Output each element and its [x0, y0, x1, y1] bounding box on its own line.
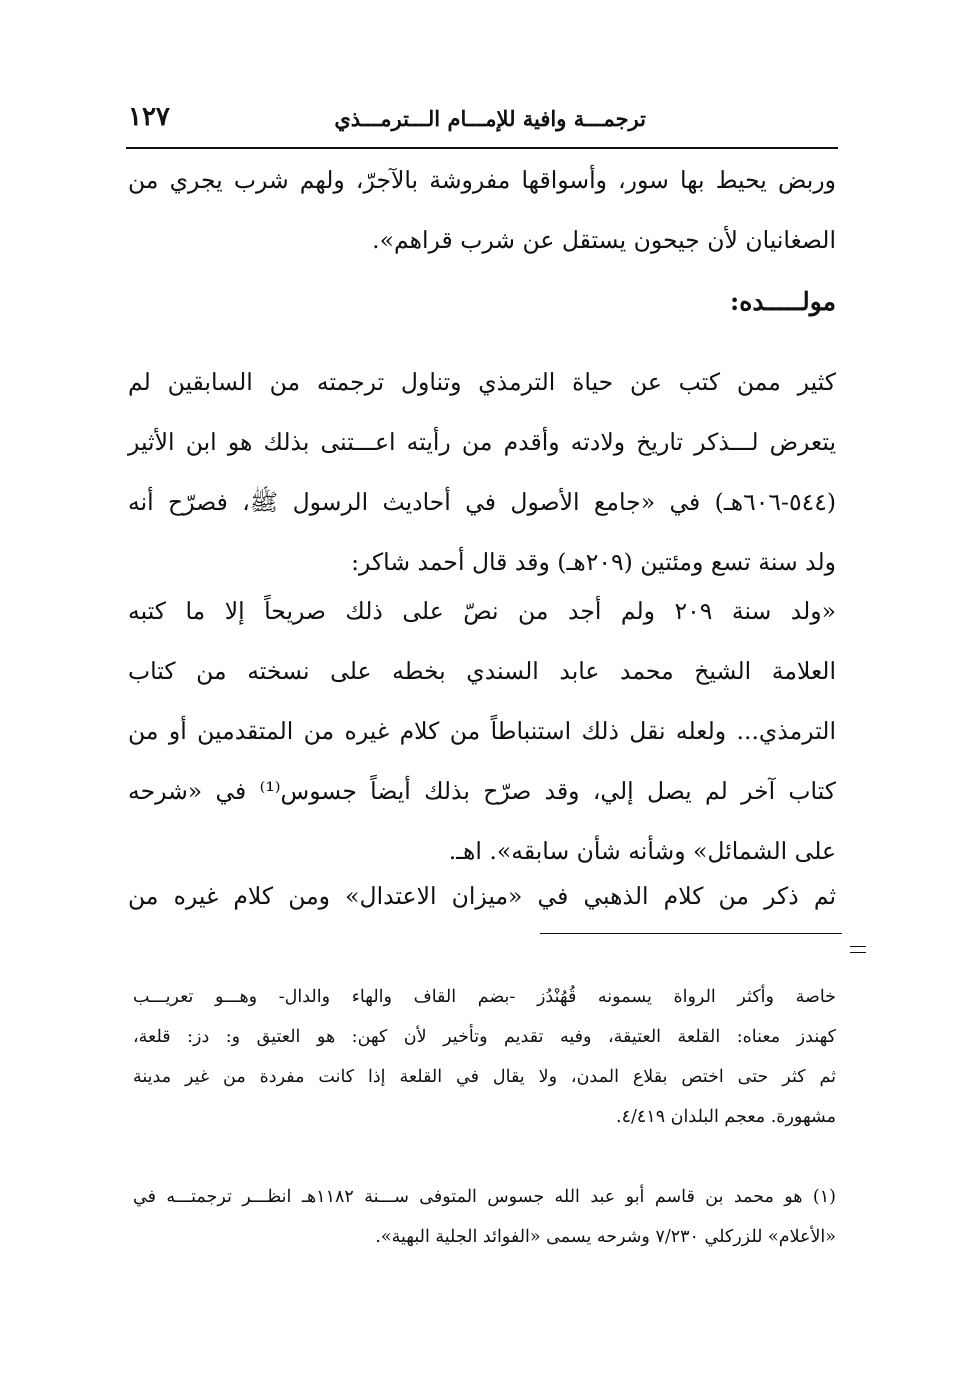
- text-line: على الشمائل» وشأنه شأن سابقه». اهـ.: [448, 837, 836, 865]
- paragraph-quote: [128, 581, 836, 881]
- footnote-line: «الأعلام» للزركلي ٧/٢٣٠ وشرحه يسمى «الفوائد الجلية البهية».: [375, 1227, 836, 1247]
- paragraph-dhahabi: [128, 866, 836, 926]
- section-heading: مولـــــده:: [730, 287, 836, 316]
- text-line: وربض يحيط بها سور، وأسواقها مفروشة بالآجرّ، ولهم شرب يجري من: [128, 166, 836, 194]
- paragraph-birth: [128, 352, 836, 592]
- header-rule: [126, 147, 838, 149]
- footnote-line: مشهورة. معجم البلدان ٤/٤١٩.: [616, 1107, 836, 1127]
- footnote-line: خاصة وأكثر الرواة يسمونه قُهُنْدُز -بضم القاف والهاء والدال- وهـــو تعريـــب: [133, 987, 836, 1007]
- page-number: ١٢٧: [128, 102, 170, 132]
- text-line: يتعرض لـــذكر تاريخ ولادته وأقدم من رأيته اعـــتنى بذلك هو ابن الأثير: [128, 428, 836, 456]
- footnote-1: [133, 1177, 836, 1257]
- text-line: العلامة الشيخ محمد عابد السندي بخطه على نسخته من كتاب: [128, 657, 836, 685]
- footnote-line: (١) هو محمد بن قاسم أبو عبد الله جسوس المتوفى ســـنة ١١٨٢هـ انظـــر ترجمتـــه في: [133, 1187, 836, 1207]
- footnote-line: كهندز معناه: القلعة العتيقة، وفيه تقديم وتأخير لأن كهن: هو العتيق و: دز: قلعة،: [133, 1027, 836, 1047]
- footnote-continuation-mark: [850, 946, 866, 953]
- footnote-continued: [133, 977, 836, 1137]
- running-header: [128, 100, 836, 144]
- footnote-separator: [540, 933, 842, 934]
- text-line: الصغانيان لأن جيحون يستقل عن شرب قراهم».: [372, 226, 836, 254]
- text-line: ولد سنة تسع ومئتين (٢٠٩هـ) وقد قال أحمد شاكر:: [351, 548, 836, 576]
- running-title: ترجمـــة وافية للإمـــام الـــترمـــذي: [334, 106, 646, 131]
- text-line: الترمذي... ولعله نقل ذلك استنباطاً من كلام غيره من المتقدمين أو من: [128, 717, 836, 745]
- paragraph-continued: [128, 150, 836, 270]
- text-line: ثم ذكر من كلام الذهبي في «ميزان الاعتدال» ومن كلام غيره من: [128, 882, 836, 910]
- text-line: «ولد سنة ٢٠٩ ولم أجد من نصّ على ذلك صريحاً إلا ما كتبه: [128, 597, 836, 625]
- text-line: كتاب آخر لم يصل إلي، وقد صرّح بذلك أيضاً جسوس⁽¹⁾ في «شرحه: [128, 777, 836, 805]
- footnote-line: ثم كثر حتى اختص بقلاع المدن، ولا يقال في القلعة إذا كانت مفردة من غير مدينة: [133, 1067, 836, 1087]
- text-line: (٥٤٤-٦٠٦هـ) في «جامع الأصول في أحاديث الرسول ﷺ، فصرّح أنه: [128, 488, 836, 516]
- text-line: كثير ممن كتب عن حياة الترمذي وتناول ترجمته من السابقين لم: [128, 368, 836, 396]
